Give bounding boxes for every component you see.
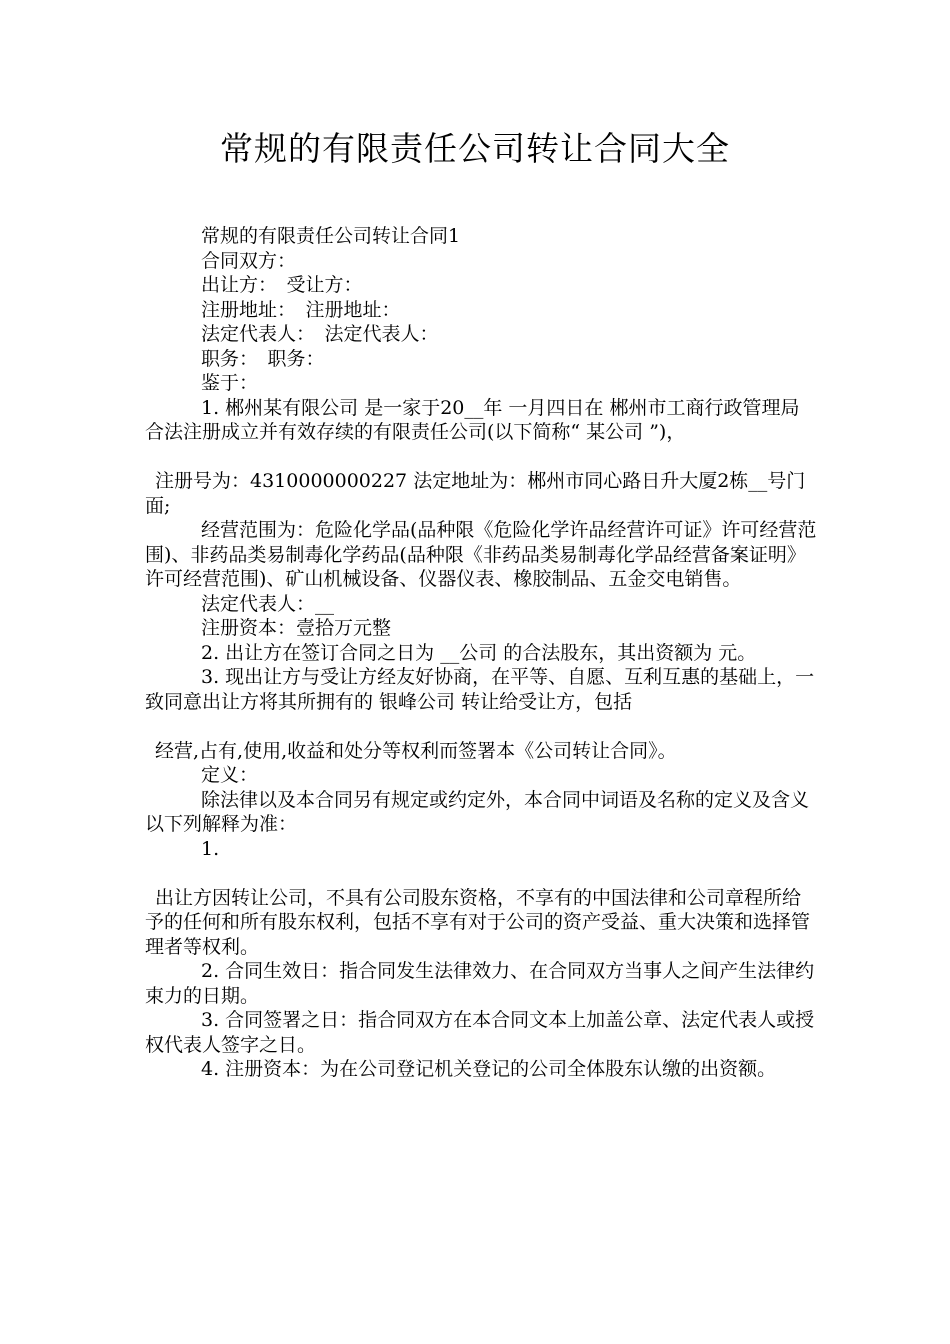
document-title: 常规的有限责任公司转让合同大全 bbox=[220, 129, 730, 168]
whereas-clause-2: 2. 出让方在签订合同之日为 __公司 的合法股东，其出资额为 元。 bbox=[201, 641, 757, 664]
rights-paragraph: 经营,占有,使用,收益和处分等权利而签署本《公司转让合同》。 bbox=[155, 739, 677, 762]
definitions-intro: 除法律以及本合同另有规定或约定外，本合同中词语及名称的定义及含义以下列解释为准： bbox=[145, 788, 810, 835]
business-scope-paragraph: 经营范围为：危险化学品(品种限《危险化学许品经营许可证》许可经营范围)、非药品类易制毒化学药品(品种限《非药品类易制毒化学品经营备案证明》许可经营范围)、矿山机械设备、仪器仪表、橡胶制品、五金交电销售。 bbox=[145, 519, 817, 590]
whereas-clause-1: 1. 郴州某有限公司 是一家于20__年 一月四日在 郴州市工商行政管理局 合法注册成立并有效存续的有限责任公司(以下简称“ 某公司 ”)， bbox=[145, 396, 800, 443]
registration-number-paragraph: 注册号为：4310000000227 法定地址为：郴州市同心路日升大厦2栋__号门面; bbox=[145, 470, 806, 517]
position-line: 职务： 职务： bbox=[201, 347, 325, 370]
definition-2: 2. 合同生效日：指合同发生法律效力、在合同双方当事人之间产生法律约束力的日期。 bbox=[145, 960, 815, 1007]
legal-representative-line: 法定代表人： 法定代表人： bbox=[201, 323, 439, 345]
paragraph-gap bbox=[145, 445, 817, 470]
definition-4: 4. 注册资本：为在公司登记机关登记的公司全体股东认缴的出资额。 bbox=[201, 1058, 777, 1080]
whereas-clause-3: 3. 现出让方与受让方经友好协商，在平等、自愿、互利互惠的基础上，一致同意出让方将其所拥有的 银峰公司 转让给受让方，包括 bbox=[145, 666, 815, 713]
registered-address-line: 注册地址： 注册地址： bbox=[201, 298, 401, 321]
legal-representative-value: 法定代表人：__ bbox=[201, 592, 335, 615]
paragraph-gap bbox=[145, 714, 817, 739]
transferor-transferee-line: 出让方： 受让方： bbox=[201, 274, 363, 296]
registered-capital-line: 注册资本：壹拾万元整 bbox=[201, 617, 392, 639]
whereas-label: 鉴于： bbox=[201, 372, 259, 394]
parties-label: 合同双方： bbox=[201, 249, 297, 272]
definitions-label: 定义： bbox=[201, 764, 259, 786]
definition-1-text: 出让方因转让公司，不具有公司股东资格，不享有的中国法律和公司章程所给予的任何和所有股东权利，包括不享有对于公司的资产受益、重大决策和选择管理者等权利。 bbox=[145, 886, 811, 958]
definition-3: 3. 合同签署之日：指合同双方在本合同文本上加盖公章、法定代表人或授权代表人签字之日。 bbox=[145, 1009, 815, 1056]
contract-heading: 常规的有限责任公司转让合同1 bbox=[201, 225, 461, 247]
document-body bbox=[145, 224, 817, 1082]
definition-number-1: 1. bbox=[201, 837, 220, 860]
paragraph-gap bbox=[145, 861, 817, 886]
